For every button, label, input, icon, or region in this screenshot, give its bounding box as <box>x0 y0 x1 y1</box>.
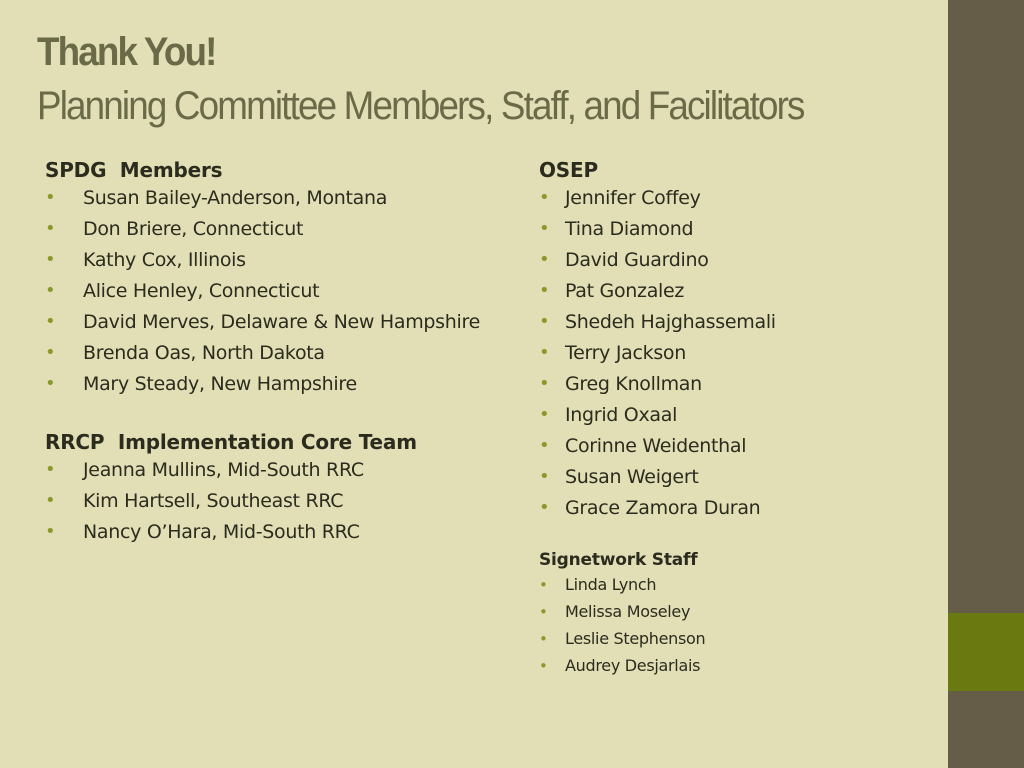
bullet-icon: • <box>539 280 550 301</box>
title-thank-you: Thank You! <box>37 30 216 74</box>
bullet-icon: • <box>539 603 548 621</box>
list-item-text: David Merves, Delaware & New Hampshire <box>83 311 480 333</box>
list-item <box>539 372 939 396</box>
bullet-icon: • <box>539 657 548 675</box>
list-item-text: Brenda Oas, North Dakota <box>83 342 325 364</box>
list-item-text: Tina Diamond <box>565 218 694 240</box>
bullet-icon: • <box>539 187 550 208</box>
bullet-icon: • <box>45 218 56 239</box>
bullet-icon: • <box>539 342 550 363</box>
osep-list <box>539 186 939 520</box>
bullet-icon: • <box>45 187 56 208</box>
list-item <box>539 575 939 595</box>
list-item <box>45 458 515 482</box>
bullet-icon: • <box>45 521 56 542</box>
spdg-members-list <box>45 186 515 396</box>
bullet-icon: • <box>539 249 550 270</box>
list-item <box>539 248 939 272</box>
spdg-members-heading: SPDG Members <box>45 158 223 182</box>
list-item <box>539 186 939 210</box>
list-item <box>45 217 515 241</box>
list-item <box>539 217 939 241</box>
bullet-icon: • <box>539 576 548 594</box>
list-item <box>539 465 939 489</box>
list-item <box>539 496 939 520</box>
bullet-icon: • <box>539 630 548 648</box>
bullet-icon: • <box>45 459 56 480</box>
list-item <box>539 279 939 303</box>
list-item-text: Grace Zamora Duran <box>565 497 761 519</box>
bullet-icon: • <box>539 404 550 425</box>
list-item-text: Corinne Weidenthal <box>565 435 747 457</box>
slide-title <box>37 25 804 133</box>
bullet-icon: • <box>45 342 56 363</box>
list-item-text: Greg Knollman <box>565 373 702 395</box>
osep-heading: OSEP <box>539 158 598 182</box>
list-item-text: Kathy Cox, Illinois <box>83 249 246 271</box>
list-item <box>539 656 939 676</box>
bullet-icon: • <box>539 218 550 239</box>
list-item-text: Jennifer Coffey <box>565 187 701 209</box>
title-subtitle: Planning Committee Members, Staff, and Facilitators <box>37 84 804 128</box>
list-item <box>45 341 515 365</box>
list-item <box>45 279 515 303</box>
list-item-text: Leslie Stephenson <box>565 629 706 648</box>
bullet-icon: • <box>539 373 550 394</box>
list-item-text: Mary Steady, New Hampshire <box>83 373 357 395</box>
bullet-icon: • <box>539 466 550 487</box>
list-item-text: Don Briere, Connecticut <box>83 218 304 240</box>
list-item-text: Shedeh Hajghassemali <box>565 311 776 333</box>
list-item-text: Jeanna Mullins, Mid-South RRC <box>83 459 364 481</box>
list-item <box>45 186 515 210</box>
list-item-text: Susan Weigert <box>565 466 699 488</box>
left-column <box>45 156 515 551</box>
bullet-icon: • <box>45 311 56 332</box>
list-item <box>45 310 515 334</box>
rrcp-team-heading: RRCP Implementation Core Team <box>45 430 417 454</box>
signetwork-staff-list <box>539 575 939 676</box>
list-item-text: Audrey Desjarlais <box>565 656 701 675</box>
bullet-icon: • <box>45 249 56 270</box>
rrcp-team-list <box>45 458 515 544</box>
list-item <box>45 489 515 513</box>
list-item-text: Susan Bailey-Anderson, Montana <box>83 187 388 209</box>
list-item <box>539 434 939 458</box>
list-item <box>539 629 939 649</box>
bullet-icon: • <box>539 435 550 456</box>
list-item-text: Linda Lynch <box>565 575 657 594</box>
list-item-text: David Guardino <box>565 249 709 271</box>
list-item-text: Alice Henley, Connecticut <box>83 280 320 302</box>
bullet-icon: • <box>45 280 56 301</box>
list-item <box>539 310 939 334</box>
bullet-icon: • <box>45 373 56 394</box>
list-item-text: Melissa Moseley <box>565 602 691 621</box>
list-item <box>45 520 515 544</box>
list-item <box>539 403 939 427</box>
list-item-text: Ingrid Oxaal <box>565 404 678 426</box>
list-item <box>45 248 515 272</box>
bullet-icon: • <box>539 497 550 518</box>
list-item-text: Terry Jackson <box>565 342 687 364</box>
list-item-text: Nancy O’Hara, Mid-South RRC <box>83 521 360 543</box>
list-item <box>539 341 939 365</box>
list-item <box>539 602 939 622</box>
right-column <box>539 156 939 683</box>
list-item-text: Pat Gonzalez <box>565 280 685 302</box>
list-item <box>45 372 515 396</box>
list-item-text: Kim Hartsell, Southeast RRC <box>83 490 344 512</box>
signetwork-staff-heading: Signetwork Staff <box>539 550 698 570</box>
bullet-icon: • <box>539 311 550 332</box>
bullet-icon: • <box>45 490 56 511</box>
sidebar-accent-block <box>948 613 1024 691</box>
